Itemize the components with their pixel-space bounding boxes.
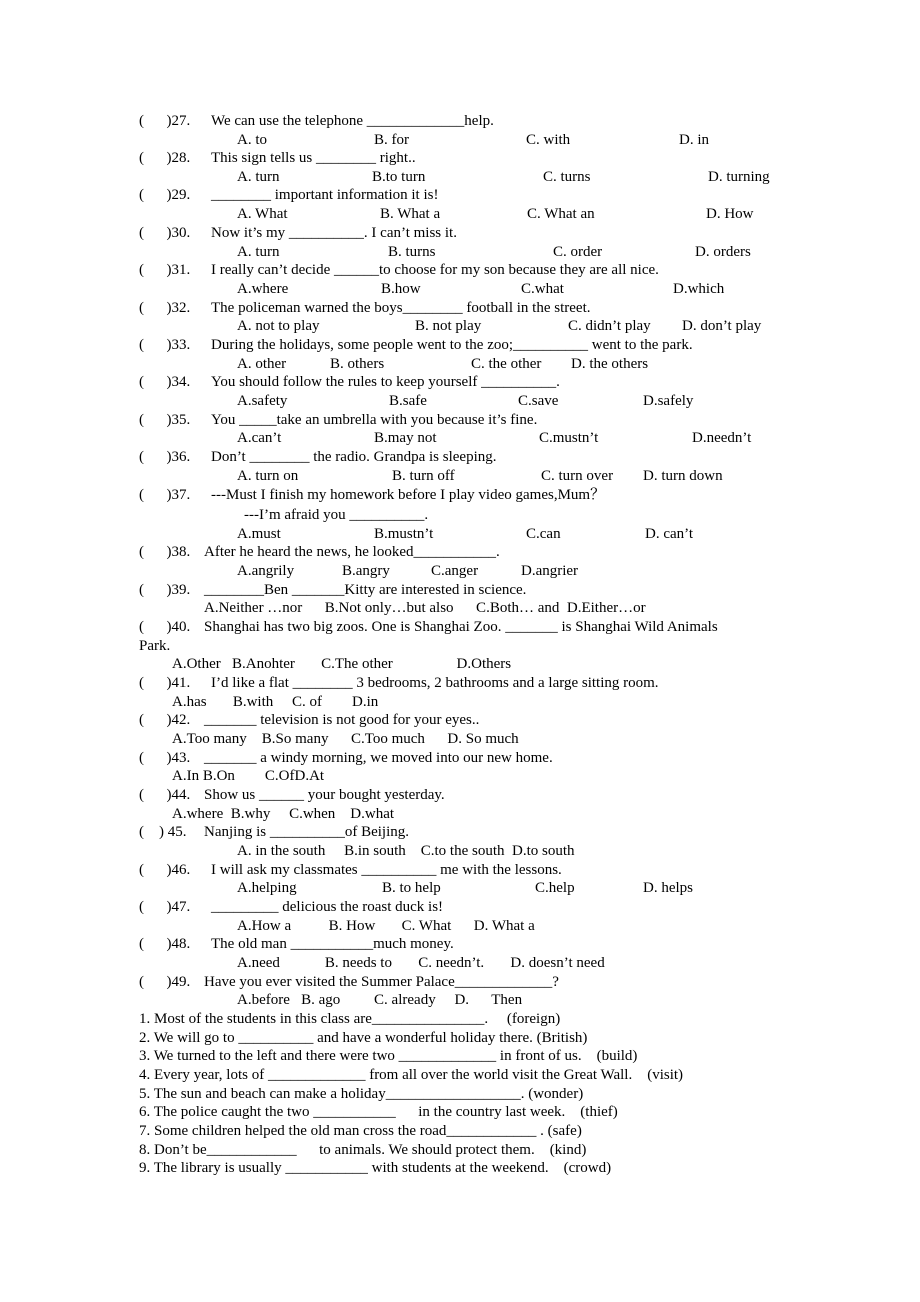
question-stem: ---Must I finish my homework before I play video games,Mum？: [211, 487, 606, 503]
question-stem: During the holidays, some people went to the zoo;__________ went to the park.: [211, 337, 693, 353]
question-number: ( )38.: [139, 544, 191, 560]
options-row: A.has B.with C. of D.in: [172, 694, 379, 710]
option-c: C. turn over: [541, 468, 614, 484]
fill-item: 2. We will go to __________ and have a wonderful holiday there. (British): [139, 1030, 588, 1046]
fill-item: 3. We turned to the left and there were two _____________ in front of us. (build): [139, 1048, 638, 1064]
option-c: C.mustn’t: [539, 430, 599, 446]
question-number: ( )43.: [139, 750, 191, 766]
option-d: D.angrier: [521, 563, 579, 579]
option-a: A.can’t: [237, 430, 282, 446]
question-stem: Have you ever visited the Summer Palace_____________?: [204, 974, 559, 990]
question-number: ( )37.: [139, 487, 191, 503]
question-stem: Show us ______ your bought yesterday.: [204, 787, 445, 803]
option-b: B. turns: [388, 244, 436, 260]
option-d: D. in: [679, 132, 709, 148]
question-number: ( )35.: [139, 412, 191, 428]
fill-item: 8. Don’t be____________ to animals. We should protect them. (kind): [139, 1142, 587, 1158]
options-row: A.where B.why C.when D.what: [172, 806, 395, 822]
question-stem: After he heard the news, he looked___________.: [204, 544, 500, 560]
options-row: A.In B.On C.OfD.At: [172, 768, 325, 784]
question-stem: Shanghai has two big zoos. One is Shanghai Zoo. _______ is Shanghai Wild Animals: [204, 619, 718, 635]
question-number: ( )48.: [139, 936, 191, 952]
fill-item: 1. Most of the students in this class are_______________. (foreign): [139, 1011, 561, 1027]
question-stem: I’d like a flat ________ 3 bedrooms, 2 bathrooms and a large sitting room.: [211, 675, 659, 691]
option-c: C.can: [526, 526, 561, 542]
option-b: B.safe: [389, 393, 427, 409]
option-b: B. for: [374, 132, 409, 148]
option-d: D. helps: [643, 880, 693, 896]
option-c: C. with: [526, 132, 571, 148]
question-reply: ---I’m afraid you __________.: [244, 507, 429, 523]
question-stem: Nanjing is __________of Beijing.: [204, 824, 409, 840]
option-c: C.help: [535, 880, 575, 896]
option-d: D.which: [673, 281, 725, 297]
option-d: D. don’t play: [682, 318, 762, 334]
question-stem: _________ delicious the roast duck is!: [211, 899, 444, 915]
option-a: A.helping: [237, 880, 297, 896]
question-number: ( )49.: [139, 974, 191, 990]
question-stem: You _____take an umbrella with you because it’s fine.: [211, 412, 538, 428]
question-stem: Now it’s my __________. I can’t miss it.: [211, 225, 457, 241]
question-number: ( )33.: [139, 337, 191, 353]
option-b: B.angry: [342, 563, 390, 579]
option-b: B.to turn: [372, 169, 426, 185]
question-number: ( )40.: [139, 619, 191, 635]
question-number: ( )27.: [139, 113, 191, 129]
option-a: A. not to play: [237, 318, 320, 334]
fill-item: 6. The police caught the two ___________ in the country last week. (thief): [139, 1104, 618, 1120]
question-stem: The old man ___________much money.: [211, 936, 454, 952]
options-row: A.need B. needs to C. needn’t. D. doesn’t need: [237, 955, 605, 971]
question-number: ( )44.: [139, 787, 191, 803]
question-number: ( )42.: [139, 712, 191, 728]
question-stem: ________Ben _______Kitty are interested in science.: [204, 582, 527, 598]
option-b: B. turn off: [392, 468, 455, 484]
option-b: B. What a: [380, 206, 441, 222]
option-b: B.may not: [374, 430, 437, 446]
option-a: A. turn: [237, 169, 280, 185]
question-number: ( )46.: [139, 862, 191, 878]
options-row: A.How a B. How C. What D. What a: [237, 918, 535, 934]
option-c: C. What an: [527, 206, 595, 222]
question-stem: We can use the telephone _____________help.: [211, 113, 494, 129]
option-a: A.safety: [237, 393, 288, 409]
question-number: ( )28.: [139, 150, 191, 166]
fill-item: 7. Some children helped the old man cross the road____________ . (safe): [139, 1123, 582, 1139]
option-c: C. turns: [543, 169, 591, 185]
option-d: D. turning: [708, 169, 770, 185]
question-number: ( )47.: [139, 899, 191, 915]
options-row: A.Neither …nor B.Not only…but also C.Both… and D.Either…or: [204, 600, 646, 616]
question-number: ( )36.: [139, 449, 191, 465]
option-a: A. turn on: [237, 468, 299, 484]
question-number: ( )41.: [139, 675, 191, 691]
option-a: A.where: [237, 281, 289, 297]
question-number: ( )39.: [139, 582, 191, 598]
option-a: A.must: [237, 526, 281, 542]
option-b: B.mustn’t: [374, 526, 434, 542]
option-d: D. the others: [571, 356, 649, 372]
question-stem: Don’t ________ the radio. Grandpa is sleeping.: [211, 449, 497, 465]
option-a: A. to: [237, 132, 267, 148]
option-b: B. to help: [382, 880, 441, 896]
question-number: ( )29.: [139, 187, 191, 203]
question-number: ( )30.: [139, 225, 191, 241]
option-c: C. the other: [471, 356, 542, 372]
option-b: B.how: [381, 281, 421, 297]
option-a: A.angrily: [237, 563, 295, 579]
question-stem: I will ask my classmates __________ me with the lessons.: [211, 862, 562, 878]
question-stem: You should follow the rules to keep yourself __________.: [211, 374, 560, 390]
option-d: D.needn’t: [692, 430, 752, 446]
fill-item: 4. Every year, lots of _____________ from all over the world visit the Great Wall. (visit): [139, 1067, 684, 1083]
question-stem: _______ a windy morning, we moved into our new home.: [204, 750, 553, 766]
options-row: A.Other B.Anohter C.The other D.Others: [172, 656, 512, 672]
question-number: ( ) 45.: [139, 824, 187, 840]
fill-item: 5. The sun and beach can make a holiday__________________. (wonder): [139, 1086, 584, 1102]
question-stem: I really can’t decide ______to choose for my son because they are all nice.: [211, 262, 659, 278]
question-number: ( )31.: [139, 262, 191, 278]
question-stem: ________ important information it is!: [211, 187, 439, 203]
option-b: B. not play: [415, 318, 482, 334]
option-c: C. didn’t play: [568, 318, 651, 334]
option-a: A. other: [237, 356, 287, 372]
options-row: A. in the south B.in south C.to the south D.to south: [237, 843, 575, 859]
option-d: D. can’t: [645, 526, 694, 542]
question-stem-wrap: Park.: [139, 638, 171, 654]
option-d: D.safely: [643, 393, 694, 409]
question-number: ( )34.: [139, 374, 191, 390]
option-a: A. What: [237, 206, 288, 222]
option-c: C.anger: [431, 563, 479, 579]
question-stem: This sign tells us ________ right..: [211, 150, 416, 166]
option-c: C. order: [553, 244, 603, 260]
option-c: C.save: [518, 393, 559, 409]
options-row: A.before B. ago C. already D. Then: [237, 992, 523, 1008]
option-b: B. others: [330, 356, 385, 372]
option-d: D. orders: [695, 244, 751, 260]
option-a: A. turn: [237, 244, 280, 260]
option-c: C.what: [521, 281, 564, 297]
question-number: ( )32.: [139, 300, 191, 316]
fill-item: 9. The library is usually ___________ with students at the weekend. (crowd): [139, 1160, 612, 1176]
option-d: D. turn down: [643, 468, 723, 484]
options-row: A.Too many B.So many C.Too much D. So much: [172, 731, 519, 747]
question-stem: The policeman warned the boys________ football in the street.: [211, 300, 591, 316]
option-d: D. How: [706, 206, 754, 222]
question-stem: _______ television is not good for your eyes..: [204, 712, 480, 728]
